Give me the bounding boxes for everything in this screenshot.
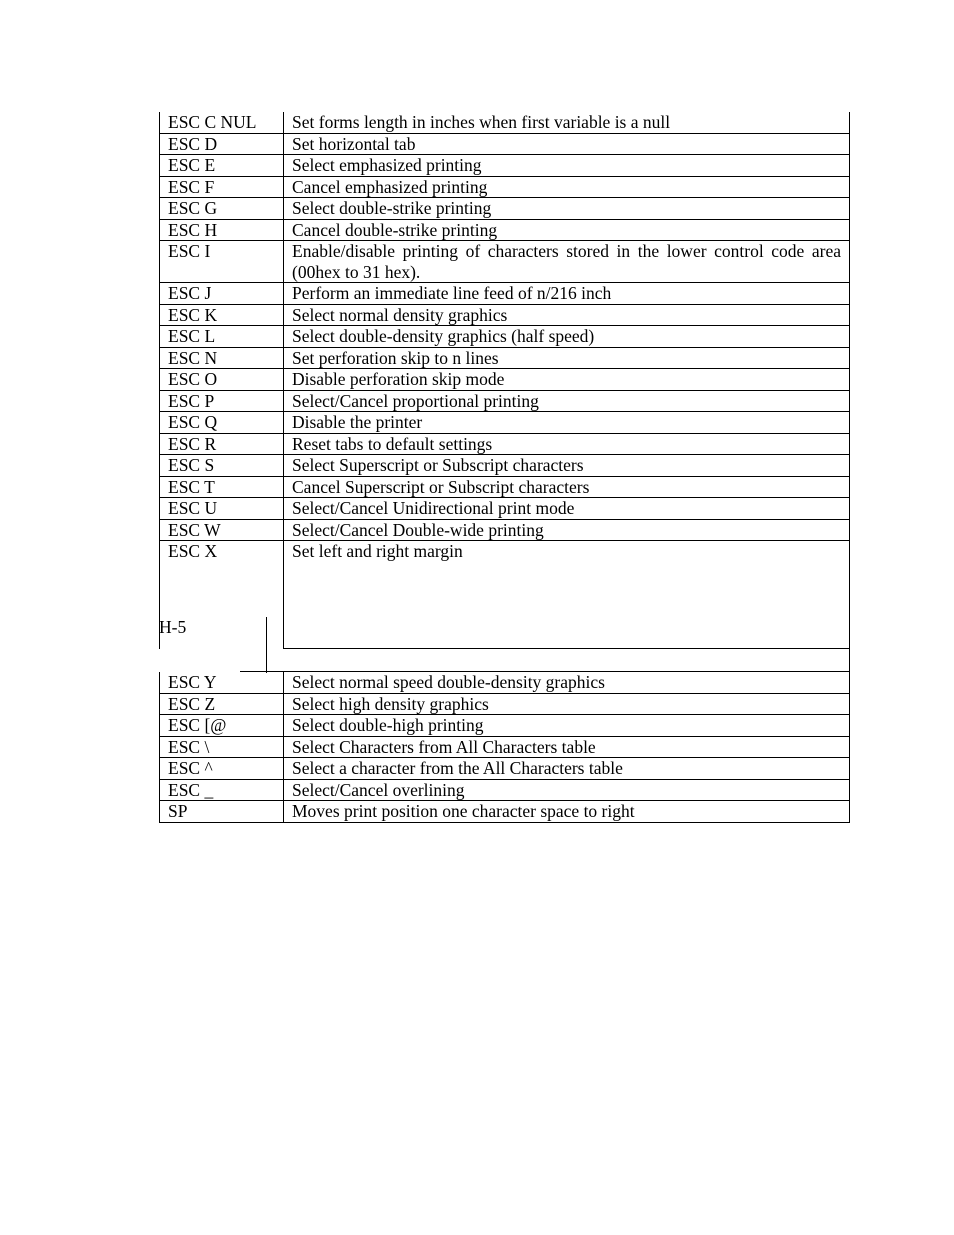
command-description: Cancel emphasized printing [284,176,850,198]
table-row [160,672,850,693]
page-number: H-5 [159,617,187,637]
table-row [160,801,850,823]
table-row [160,412,850,434]
command-code: ESC S [160,455,284,477]
table-row [160,304,850,326]
table-row [160,283,850,305]
table-row [160,112,850,133]
command-description: Select a character from the All Characters table [284,758,850,780]
table-row [160,779,850,801]
command-description: Select double-high printing [284,715,850,737]
command-code: ESC U [160,498,284,520]
command-table-bottom-body [160,672,850,822]
command-description: Select Characters from All Characters table [284,736,850,758]
command-code: ESC [@ [160,715,284,737]
command-description: Select/Cancel proportional printing [284,390,850,412]
command-description: Select double-strike printing [284,198,850,220]
table-row [160,455,850,477]
table-row [160,241,850,283]
command-description: Set forms length in inches when first variable is a null [284,112,850,133]
command-code: ESC D [160,133,284,155]
command-description: Select emphasized printing [284,155,850,177]
command-table-top [159,112,850,649]
table-row [160,693,850,715]
command-code: ESC K [160,304,284,326]
command-description: Reset tabs to default settings [284,433,850,455]
command-code: ESC O [160,369,284,391]
command-description: Disable perforation skip mode [284,369,850,391]
command-description: Select/Cancel Unidirectional print mode [284,498,850,520]
command-code: ESC C NUL [160,112,284,133]
table-row [160,758,850,780]
command-code: ESC X [160,541,284,649]
command-code: ESC G [160,198,284,220]
table-right-border [849,617,850,673]
table-row [160,219,850,241]
command-code: ESC I [160,241,284,283]
command-description: Disable the printer [284,412,850,434]
command-description: Set left and right margin [284,541,850,649]
table-row [160,433,850,455]
table-row [160,476,850,498]
command-code: SP [160,801,284,823]
table-row [160,541,850,649]
table-row [160,519,850,541]
command-code: ESC R [160,433,284,455]
command-code: ESC T [160,476,284,498]
table-row [160,369,850,391]
command-description: Set horizontal tab [284,133,850,155]
command-description: Perform an immediate line feed of n/216 inch [284,283,850,305]
command-description: Moves print position one character space to right [284,801,850,823]
command-description: Select/Cancel overlining [284,779,850,801]
command-description: Select Superscript or Subscript characters [284,455,850,477]
command-code: ESC ^ [160,758,284,780]
table-row [160,498,850,520]
table-row [160,736,850,758]
command-code: ESC N [160,347,284,369]
command-table-top-body [160,112,850,649]
table-row [160,198,850,220]
table-row [160,715,850,737]
command-code: ESC \ [160,736,284,758]
table-row [160,326,850,348]
command-description: Select normal density graphics [284,304,850,326]
command-code: ESC _ [160,779,284,801]
column-divider [266,617,267,673]
table-row [160,133,850,155]
command-code: ESC W [160,519,284,541]
command-code: ESC Q [160,412,284,434]
command-code: ESC J [160,283,284,305]
command-description: Select normal speed double-density graphics [284,672,850,693]
command-description: Set perforation skip to n lines [284,347,850,369]
command-description: Select/Cancel Double-wide printing [284,519,850,541]
command-description: Select high density graphics [284,693,850,715]
command-code: ESC P [160,390,284,412]
command-code: ESC Y [160,672,284,693]
command-description: Select double-density graphics (half speed) [284,326,850,348]
command-table-bottom [159,672,850,823]
command-description: Cancel Superscript or Subscript characters [284,476,850,498]
table-row [160,176,850,198]
command-code: ESC F [160,176,284,198]
command-description: Cancel double-strike printing [284,219,850,241]
command-description: Enable/disable printing of characters stored in the lower control code area (00hex to 31 hex). [284,241,850,283]
table-row [160,390,850,412]
command-code: ESC Z [160,693,284,715]
command-code: ESC L [160,326,284,348]
command-code: ESC H [160,219,284,241]
table-row [160,155,850,177]
command-code: ESC E [160,155,284,177]
table-row [160,347,850,369]
